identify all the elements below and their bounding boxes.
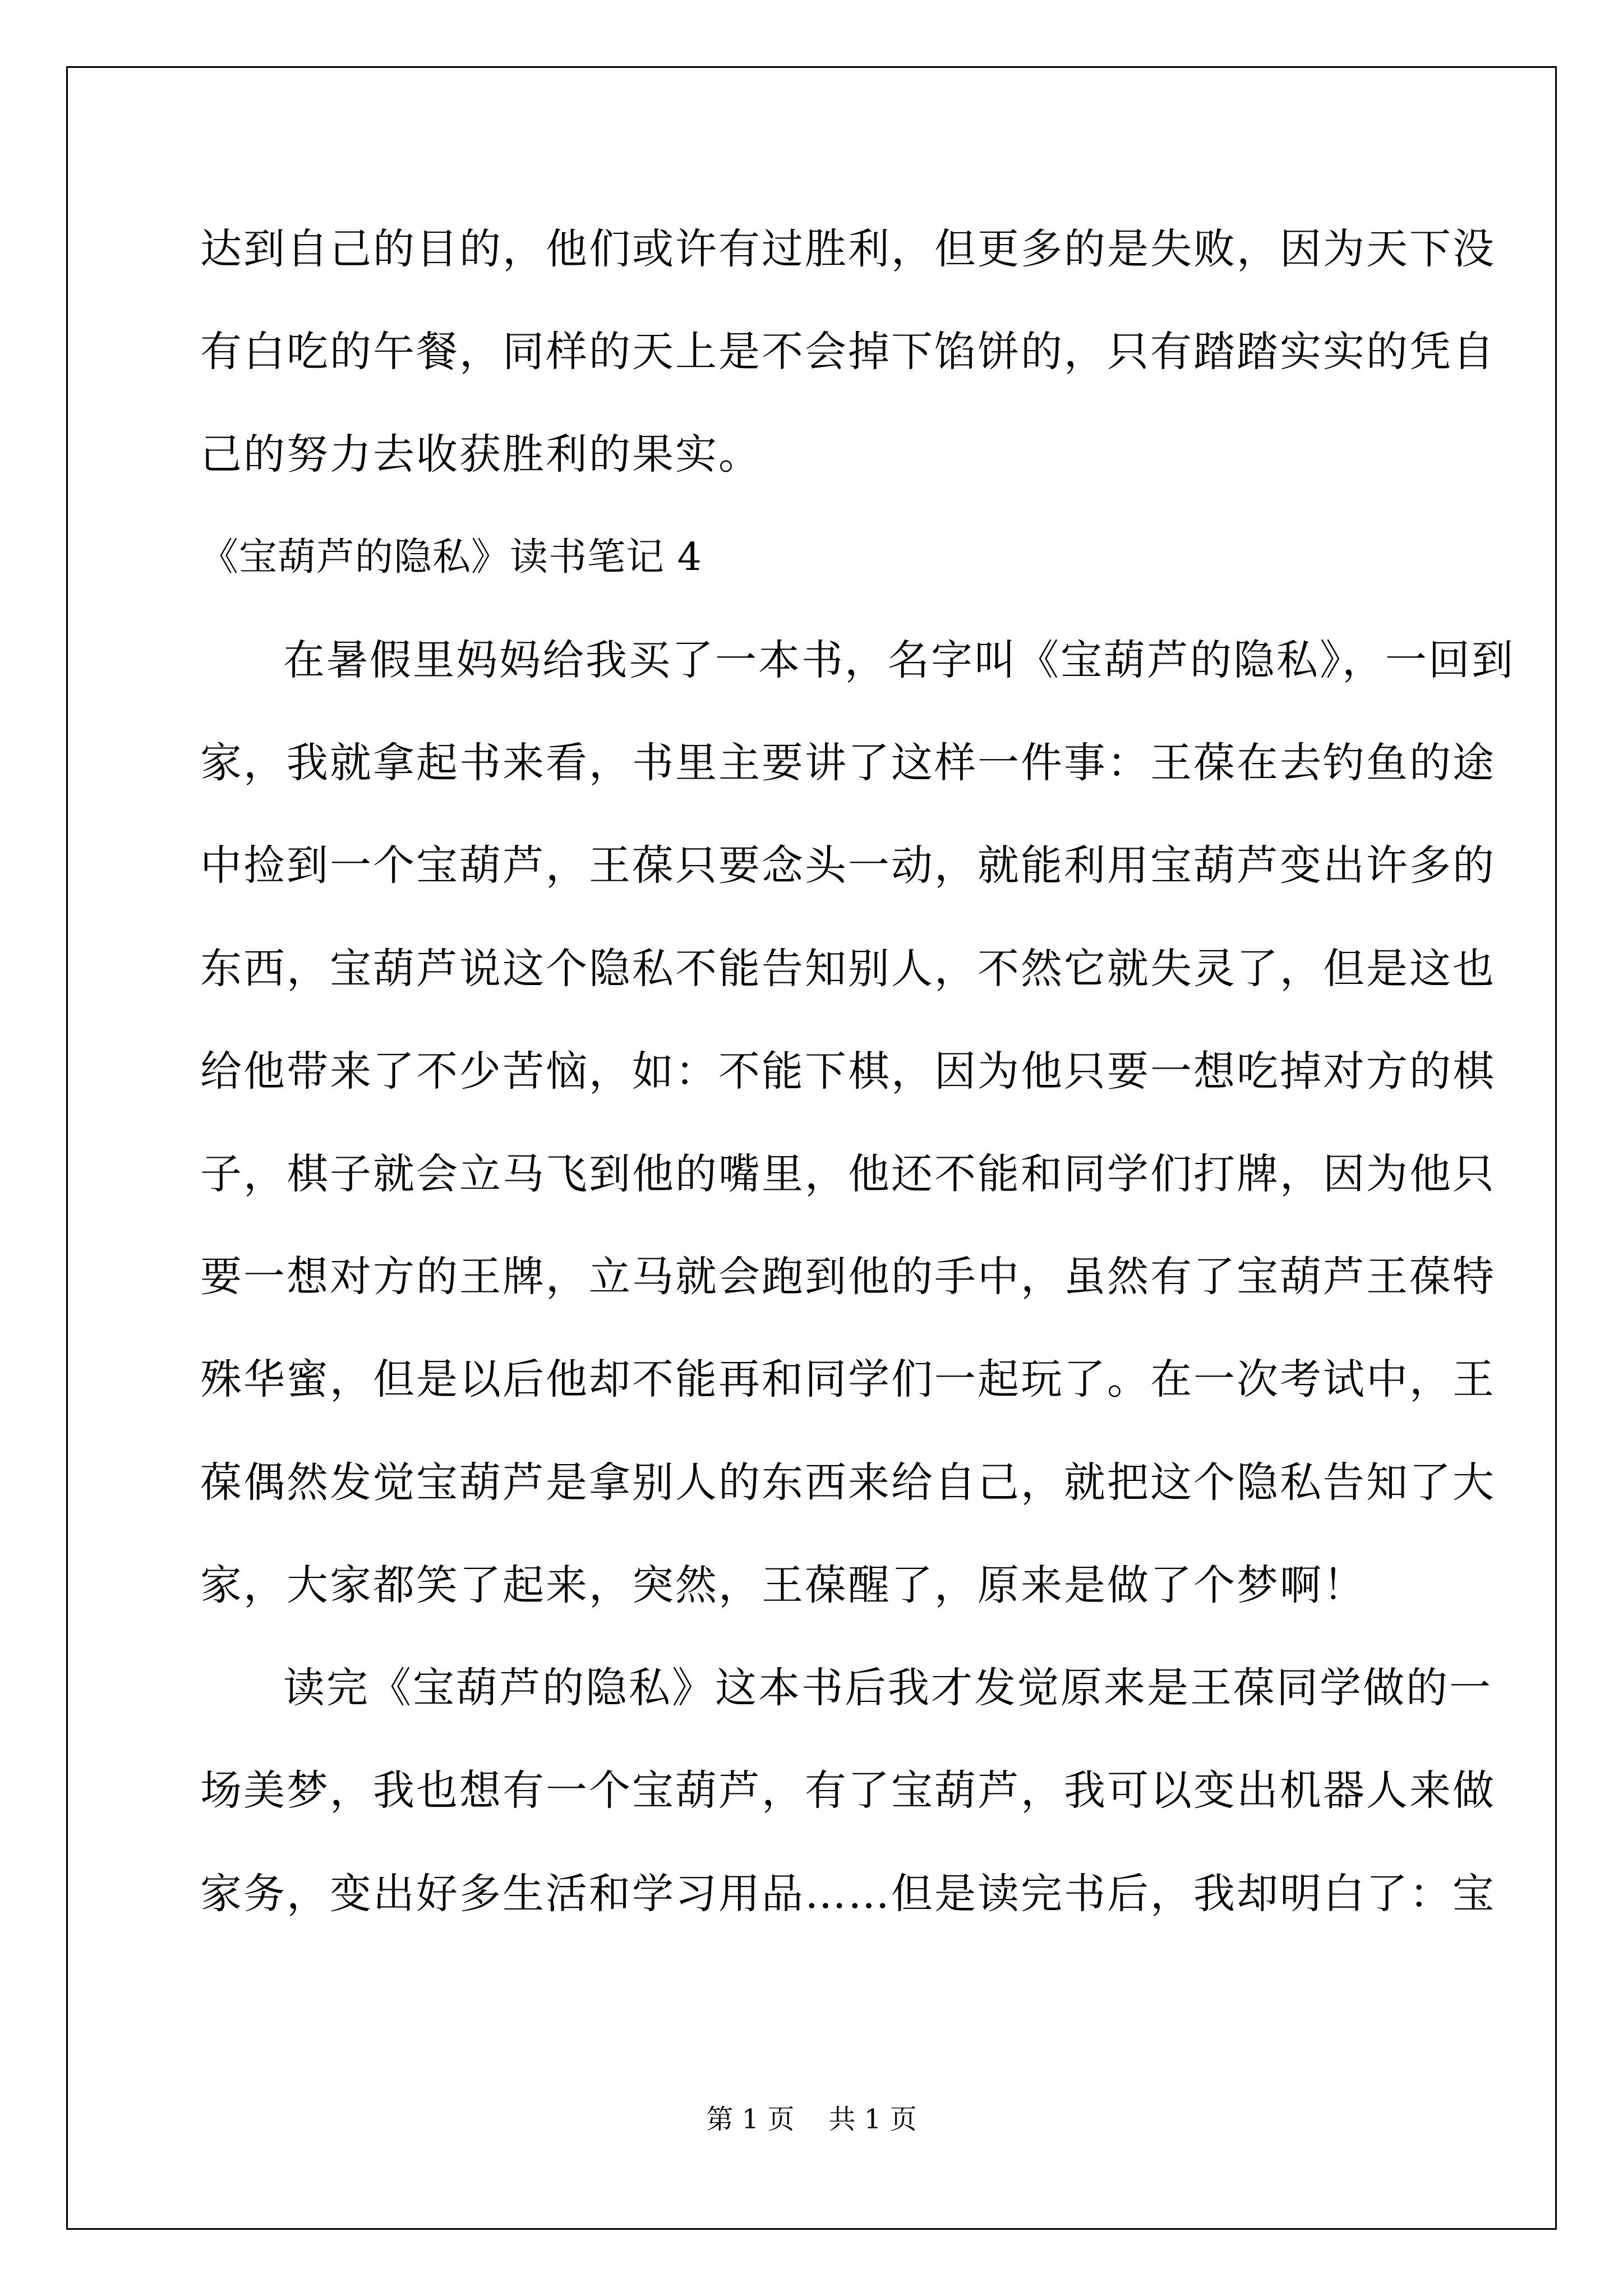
text-line-7: 中捡到一个宝葫芦，王葆只要念头一动，就能利用宝葫芦变出许多的 bbox=[200, 841, 1496, 890]
text-line-16: 场美梦，我也想有一个宝葫芦，有了宝葫芦，我可以变出机器人来做 bbox=[200, 1766, 1496, 1815]
text-line-17: 家务，变出好多生活和学习用品……但是读完书后，我却明白了：宝 bbox=[200, 1870, 1496, 1918]
text-line-9: 给他带来了不少苦恼，如：不能下棋，因为他只要一想吃掉对方的棋 bbox=[200, 1047, 1496, 1096]
text-line-5: 在暑假里妈妈给我买了一本书，名字叫《宝葫芦的隐私》，一回到 bbox=[283, 636, 1515, 684]
text-line-14: 家，大家都笑了起来，突然，王葆醒了，原来是做了个梦啊！ bbox=[200, 1561, 1366, 1609]
text-line-8: 东西，宝葫芦说这个隐私不能告知别人，不然它就失灵了，但是这也 bbox=[200, 945, 1496, 993]
text-line-15: 读完《宝葫芦的隐私》这本书后我才发觉原来是王葆同学做的一 bbox=[283, 1664, 1492, 1712]
text-line-6: 家，我就拿起书来看，书里主要讲了这样一件事：王葆在去钓鱼的途 bbox=[200, 739, 1496, 787]
text-line-1: 达到自己的目的，他们或许有过胜利，但更多的是失败，因为天下没 bbox=[200, 225, 1496, 273]
text-line-11: 要一想对方的王牌，立马就会跑到他的手中，虽然有了宝葫芦王葆特 bbox=[200, 1253, 1496, 1301]
text-line-13: 葆偶然发觉宝葫芦是拿别人的东西来给自己，就把这个隐私告知了大 bbox=[200, 1458, 1496, 1507]
section-heading: 《宝葫芦的隐私》读书笔记 4 bbox=[200, 535, 702, 579]
text-line-3: 己的努力去收获胜利的果实。 bbox=[200, 430, 762, 478]
text-line-2: 有白吃的午餐，同样的天上是不会掉下馅饼的，只有踏踏实实的凭自 bbox=[200, 328, 1496, 376]
text-line-10: 子，棋子就会立马飞到他的嘴里，他还不能和同学们打牌，因为他只 bbox=[200, 1150, 1496, 1198]
page-number-footer: 第 1 页 共 1 页 bbox=[706, 2104, 917, 2135]
text-line-12: 殊华蜜，但是以后他却不能再和同学们一起玩了。在一次考试中，王 bbox=[200, 1355, 1496, 1404]
